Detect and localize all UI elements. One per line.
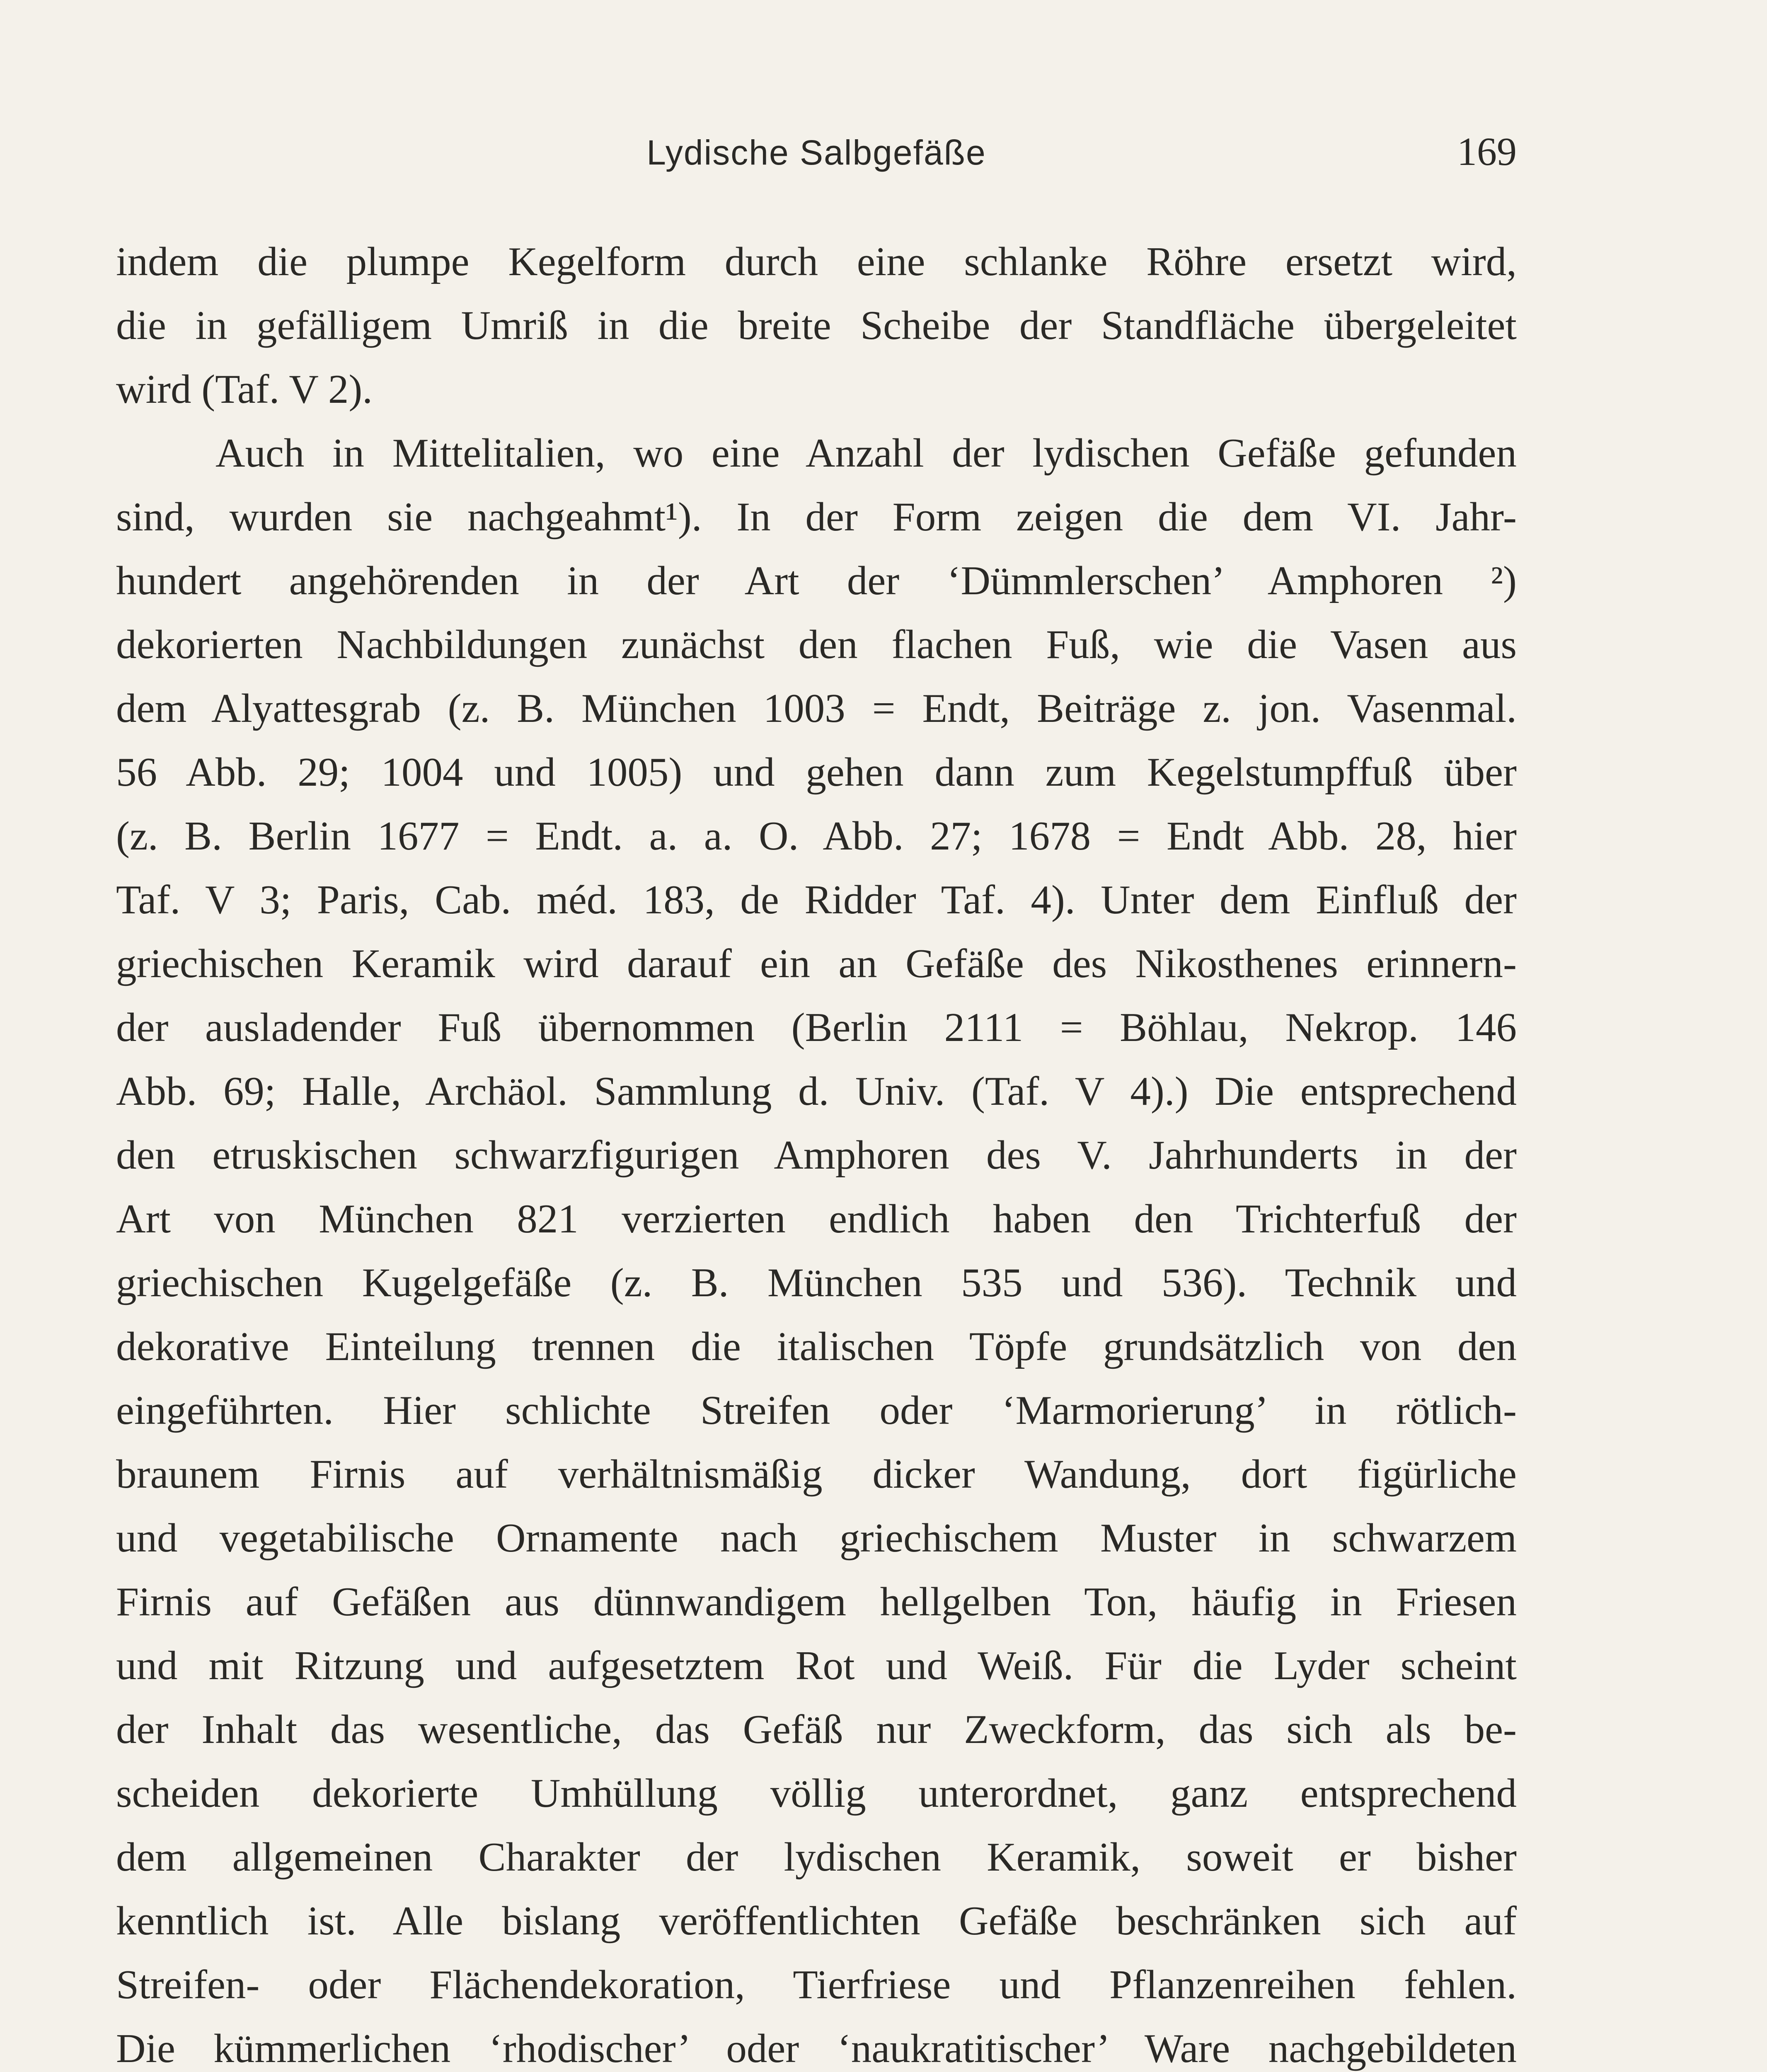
text-line: scheiden dekorierte Umhüllung völlig unterordnet, ganz entsprechend — [116, 1771, 1517, 1816]
text-line: hundert angehörenden in der Art der ‘Dümmlerschen’ Amphoren ²) — [116, 558, 1517, 603]
text-line: der Inhalt das wesentliche, das Gefäß nur Zweckform, das sich als be- — [116, 1707, 1517, 1752]
page-number: 169 — [1457, 129, 1517, 174]
text-line: griechischen Keramik wird darauf ein an Gefäße des Nikosthenes erinnern- — [116, 941, 1517, 986]
text-line: braunem Firnis auf verhältnismäßig dicker Wandung, dort figürliche — [116, 1452, 1517, 1497]
text-line: die in gefälligem Umriß in die breite Scheibe der Standfläche übergeleitet — [116, 303, 1517, 348]
text-line: Art von München 821 verzierten endlich haben den Trichterfuß der — [116, 1196, 1517, 1242]
text-line: Firnis auf Gefäßen aus dünnwandigem hellgelben Ton, häufig in Friesen — [116, 1579, 1517, 1624]
text-line: eingeführten. Hier schlichte Streifen oder ‘Marmorierung’ in rötlich- — [116, 1388, 1517, 1433]
text-line: Die kümmerlichen ‘rhodischer’ oder ‘naukratitischer’ Ware nachgebildeten — [116, 2026, 1517, 2071]
text-line: den etruskischen schwarzfigurigen Amphoren des V. Jahrhunderts in der — [116, 1133, 1517, 1178]
text-line: Taf. V 3; Paris, Cab. méd. 183, de Ridder Taf. 4). Unter dem Einfluß der — [116, 877, 1517, 922]
text-line: wird (Taf. V 2). — [116, 367, 373, 412]
text-line: griechischen Kugelgefäße (z. B. München 535 und 536). Technik und — [116, 1260, 1517, 1305]
text-line: Streifen- oder Flächendekoration, Tierfriese und Pflanzenreihen fehlen. — [116, 1962, 1517, 2007]
text-line: 56 Abb. 29; 1004 und 1005) und gehen dann zum Kegelstumpffuß über — [116, 750, 1517, 795]
text-line: der ausladender Fuß übernommen (Berlin 2111 = Böhlau, Nekrop. 146 — [116, 1005, 1517, 1050]
text-line: sind, wurden sie nachgeahmt¹). In der Form zeigen die dem VI. Jahr- — [116, 494, 1517, 540]
text-line: Auch in Mittelitalien, wo eine Anzahl der lydischen Gefäße gefunden — [215, 431, 1517, 476]
text-line: dem Alyattesgrab (z. B. München 1003 = Endt, Beiträge z. jon. Vasenmal. — [116, 686, 1517, 731]
text-line: indem die plumpe Kegelform durch eine schlanke Röhre ersetzt wird, — [116, 239, 1517, 284]
text-line: dekorative Einteilung trennen die italischen Töpfe grundsätzlich von den — [116, 1324, 1517, 1369]
running-title: Lydische Salbgefäße — [646, 133, 986, 172]
text-line: kenntlich ist. Alle bislang veröffentlichten Gefäße beschränken sich auf — [116, 1898, 1517, 1944]
text-line: und vegetabilische Ornamente nach griechischem Muster in schwarzem — [116, 1515, 1517, 1561]
page-header — [116, 124, 1517, 178]
text-line: (z. B. Berlin 1677 = Endt. a. a. O. Abb. 27; 1678 = Endt Abb. 28, hier — [116, 813, 1517, 859]
text-line: und mit Ritzung und aufgesetztem Rot und Weiß. Für die Lyder scheint — [116, 1643, 1517, 1688]
body-text — [116, 230, 1517, 2072]
text-line: dekorierten Nachbildungen zunächst den flachen Fuß, wie die Vasen aus — [116, 622, 1517, 667]
text-line: dem allgemeinen Charakter der lydischen Keramik, soweit er bisher — [116, 1835, 1517, 1880]
text-line: Abb. 69; Halle, Archäol. Sammlung d. Univ. (Taf. V 4).) Die entsprechend — [116, 1069, 1517, 1114]
